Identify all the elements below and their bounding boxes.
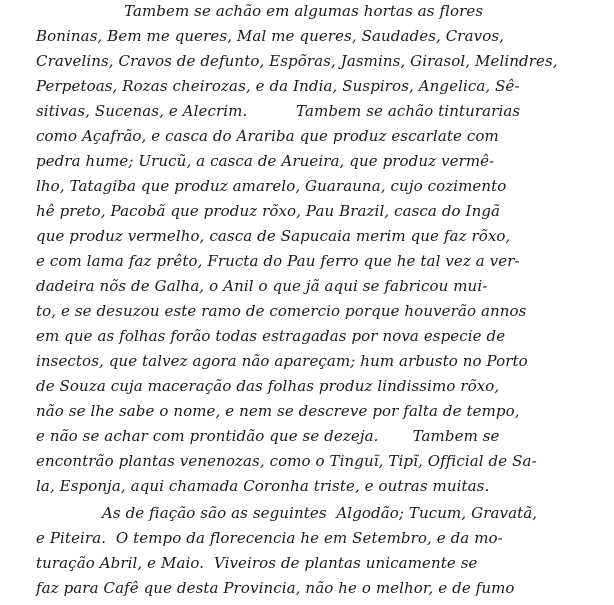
text-line: faz para Cafê que desta Provincia, não he o melhor, e de fumo xyxy=(36,579,515,597)
text-line: Cravelins, Cravos de defunto, Espõras, Jasmins, Girasol, Melindres, xyxy=(36,52,558,70)
text-line: de Souza cuja maceração das folhas produz lindissimo rõxo, xyxy=(36,377,500,395)
text-line: não se lhe sabe o nome, e nem se descreve por falta de tempo, xyxy=(36,402,520,420)
text-line: que produz vermelho, casca de Sapucaia merim que faz rõxo, xyxy=(36,227,511,245)
text-line: sitivas, Sucenas, e Alecrim. Tambem se achão tinturarias xyxy=(36,102,521,120)
text-line: hê preto, Pacobã que produz rõxo, Pau Brazil, casca do Ingã xyxy=(36,202,501,220)
text-line: encontrão plantas venenozas, como o Tinguĩ, Tipĩ, Official de Sa- xyxy=(36,452,537,470)
text-line: la, Esponja, aqui chamada Coronha triste, e outras muitas. xyxy=(36,477,490,495)
text-line: As de fiação são as seguintes Algodão; Tucum, Gravatã, xyxy=(102,504,538,522)
text-line: Boninas, Bem me queres, Mal me queres, Saudades, Cravos, xyxy=(36,27,504,45)
text-line: em que as folhas forão todas estragadas por nova especie de xyxy=(36,327,506,345)
text-line: como Açafrão, e casca do Arariba que produz escarlate com xyxy=(36,127,499,145)
text-line: lho, Tatagiba que produz amarelo, Guarauna, cujo cozimento xyxy=(36,177,507,195)
text-line: Perpetoas, Rozas cheirozas, e da India, Suspiros, Angelica, Sê- xyxy=(36,77,520,95)
text-line: to, e se desuzou este ramo de comercio porque houverão annos xyxy=(36,302,527,320)
text-line: e não se achar com prontidão que se dezeja. Tambem se xyxy=(36,427,500,445)
text-line: turação Abril, e Maio. Viveiros de plantas unicamente se xyxy=(36,554,478,572)
text-line: pedra hume; Urucũ, a casca de Arueira, que produz vermê- xyxy=(36,152,495,170)
text-line: insectos, que talvez agora não apareçam; hum arbusto no Porto xyxy=(36,352,528,370)
text-line: Tambem se achão em algumas hortas as flores xyxy=(124,2,484,20)
text-line: e com lama faz prêto, Fructa do Pau ferro que he tal vez a ver- xyxy=(36,252,520,270)
text-line: dadeira nõs de Galha, o Anil o que jã aqui se fabricou mui- xyxy=(36,277,488,295)
text-line: e Piteira. O tempo da florecencia he em Setembro, e da mo- xyxy=(36,529,503,547)
